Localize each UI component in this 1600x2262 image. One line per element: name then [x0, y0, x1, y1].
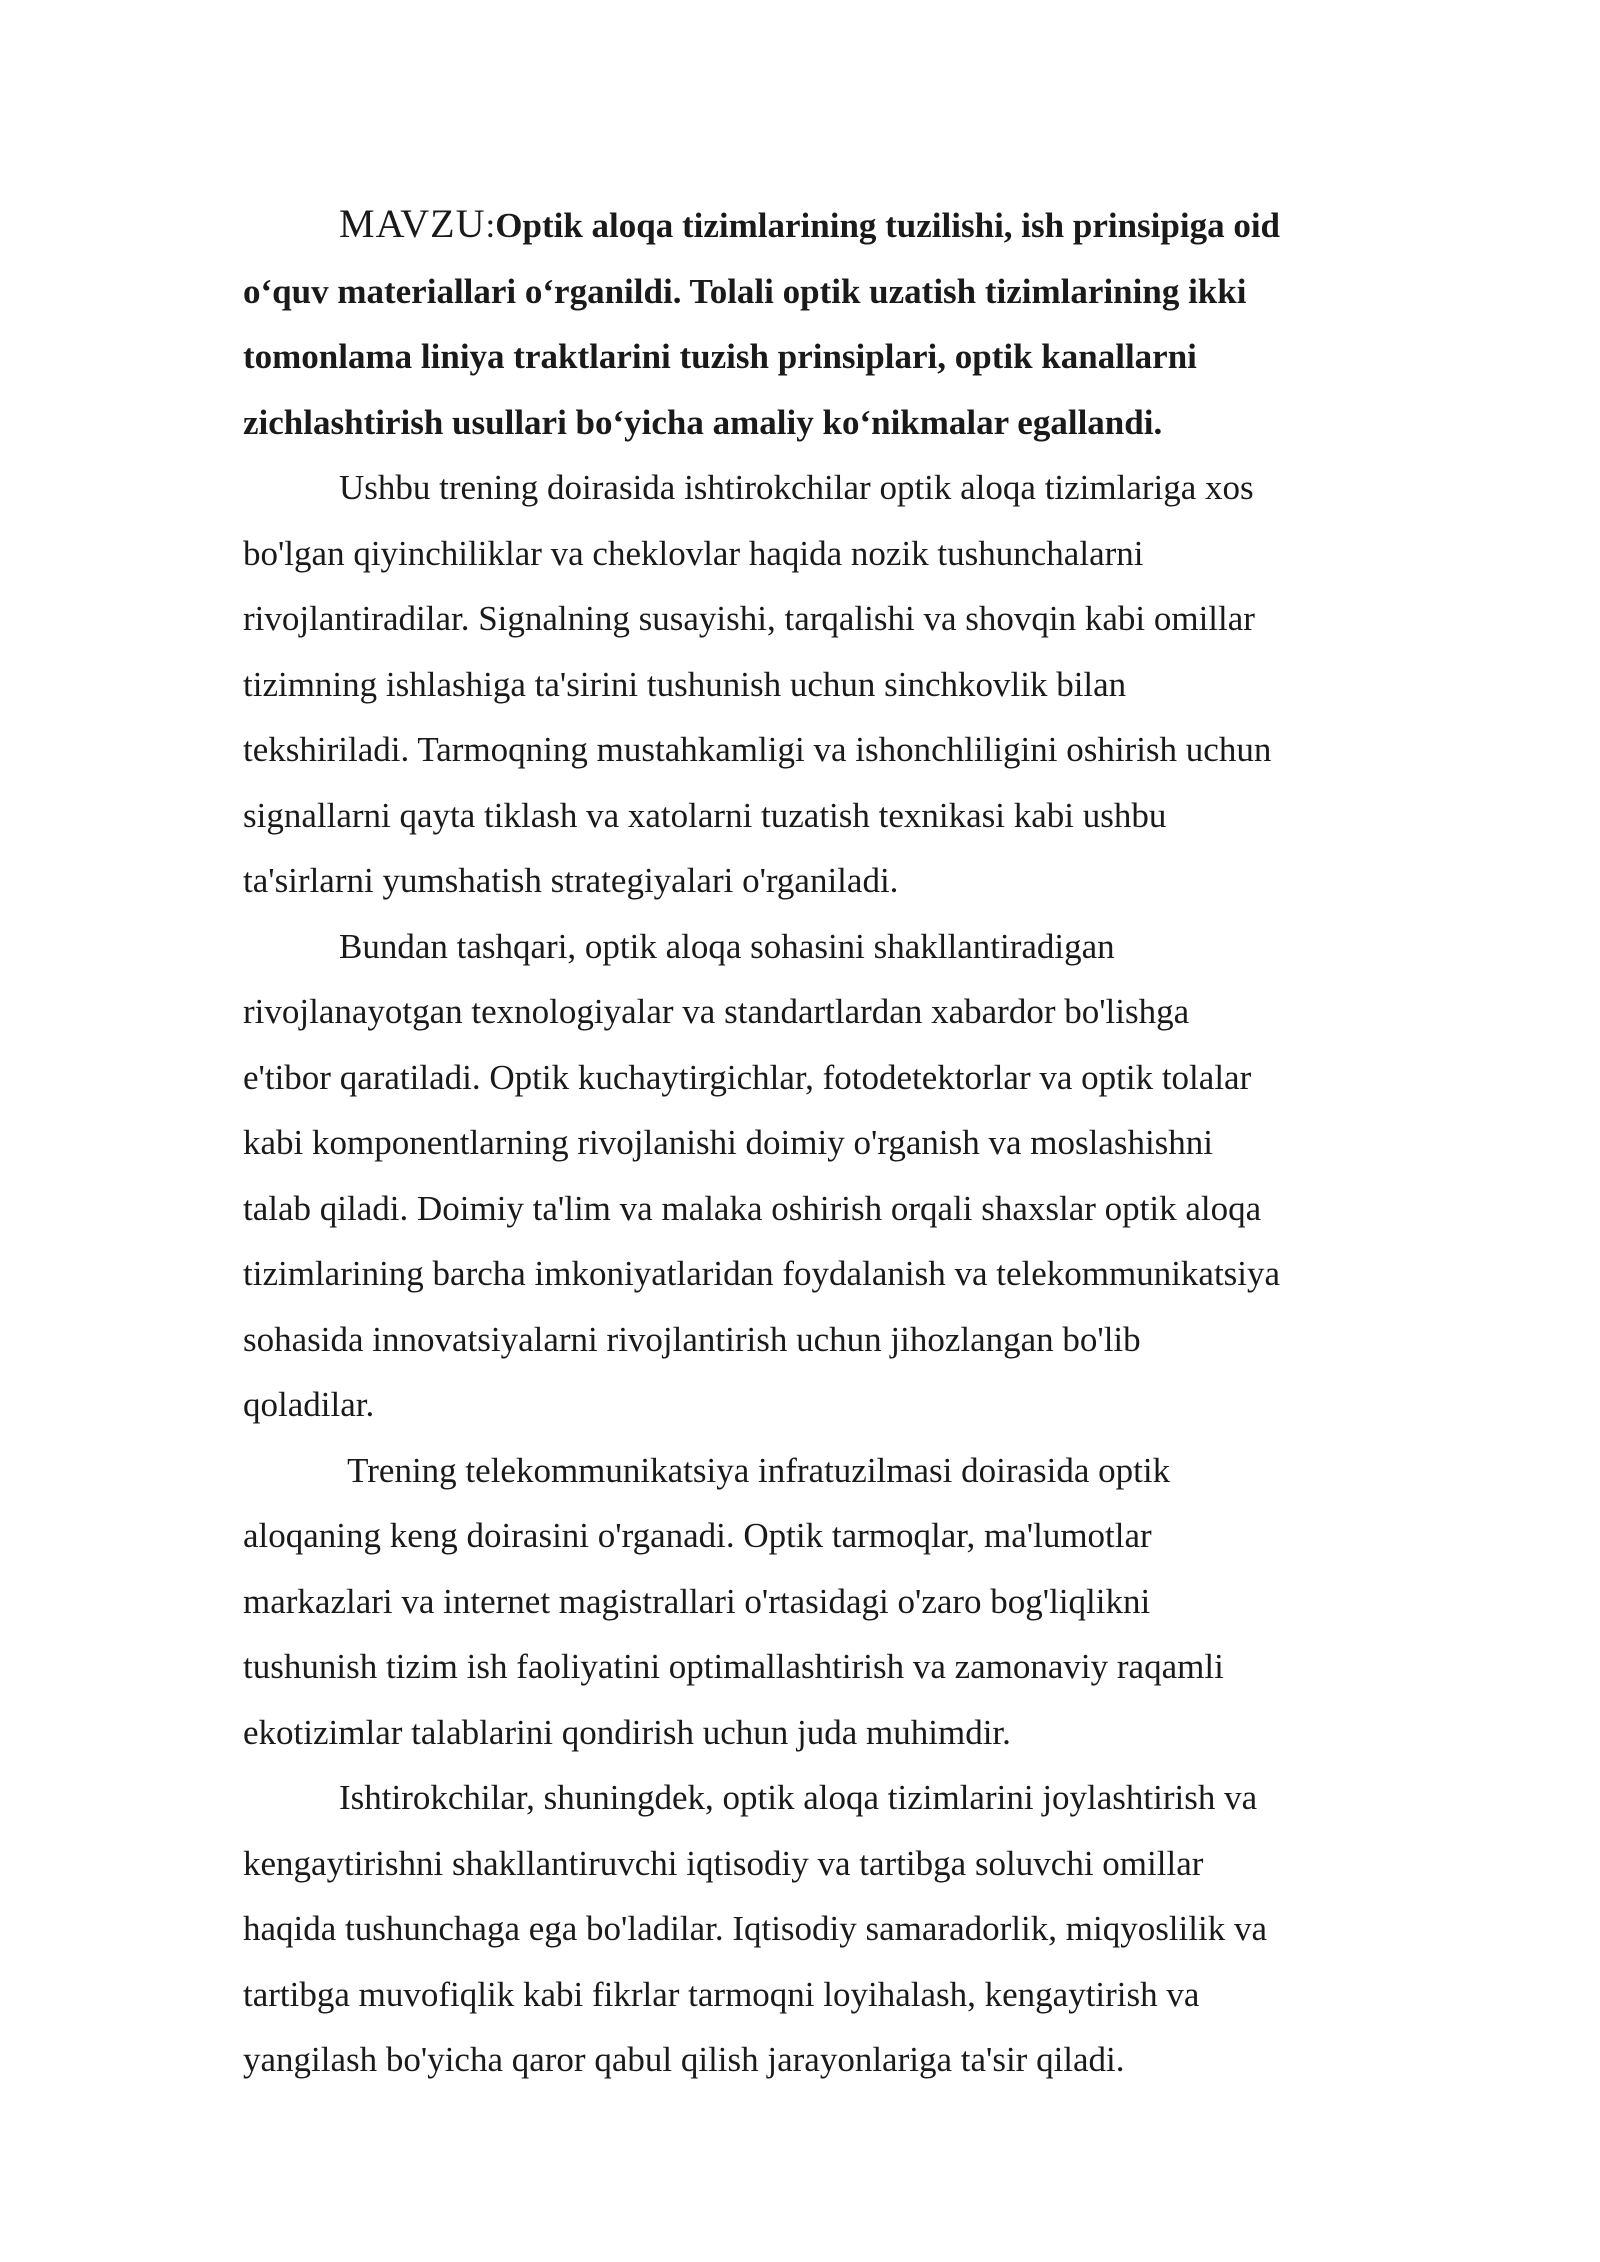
topic-line: zichlashtirish usullari bo‘yicha amaliy ko‘nikmalar egallandi.	[243, 402, 1163, 442]
paragraph-line: talab qiladi. Doimiy ta'lim va malaka oshirish orqali shaxslar optik aloqa	[243, 1188, 1262, 1228]
paragraph-line: Bundan tashqari, optik aloqa sohasini shakllantiradigan	[339, 926, 1115, 966]
text-line	[243, 914, 1367, 980]
body-paragraph	[243, 1765, 1367, 2093]
paragraph-line: tushunish tizim ish faoliyatini optimallashtirish va zamonaviy raqamli	[243, 1647, 1224, 1686]
body-paragraph	[243, 455, 1367, 914]
paragraph-line: tizimning ishlashiga ta'sirini tushunish uchun sinchkovlik bilan	[243, 664, 1127, 704]
paragraph-line: qoladilar.	[243, 1385, 375, 1424]
paragraph-line: rivojlanayotgan texnologiyalar va standartlardan xabardor bo'lishga	[243, 992, 1190, 1031]
topic-line: tomonlama liniya traktlarini tuzish prinsiplari, optik kanallarni	[243, 337, 1197, 376]
paragraph-line: kabi komponentlarning rivojlanishi doimiy o'rganish va moslashishni	[243, 1123, 1214, 1162]
text-line	[243, 1765, 1367, 1831]
paragraph-line: aloqaning keng doirasini o'rganadi. Optik tarmoqlar, ma'lumotlar	[243, 1516, 1152, 1555]
paragraph-line: tekshiriladi. Tarmoqning mustahkamligi va ishonchliligini oshirish uchun	[243, 730, 1272, 769]
body-paragraph	[243, 1438, 1367, 1766]
text-line	[243, 455, 1367, 521]
paragraph-line: tartibga muvofiqlik kabi fikrlar tarmoqni loyihalash, kengaytirish va	[243, 1974, 1200, 2014]
topic-separator: :	[485, 206, 496, 245]
paragraph-line: signallarni qayta tiklash va xatolarni tuzatish texnikasi kabi ushbu	[243, 795, 1167, 835]
paragraph-line: ekotizimlar talablarini qondirish uchun juda muhimdir.	[243, 1712, 1011, 1752]
paragraph-line: markazlari va internet magistrallari o'rtasidagi o'zaro bog'liqlikni	[243, 1581, 1151, 1621]
paragraph-line: e'tibor qaratiladi. Optik kuchaytirgichlar, fotodetektorlar va optik tolalar	[243, 1057, 1252, 1097]
body-paragraph	[243, 914, 1367, 1438]
topic-label: MAVZU	[339, 201, 486, 246]
topic-line: o‘quv materiallari o‘rganildi. Tolali optik uzatish tizimlarining ikki	[243, 271, 1247, 311]
paragraph-line: yangilash bo'yicha qaror qabul qilish jarayonlariga ta'sir qiladi.	[243, 2040, 1125, 2079]
paragraph-line: Ushbu trening doirasida ishtirokchilar optik aloqa tizimlariga xos	[339, 468, 1254, 507]
paragraph-line: sohasida innovatsiyalarni rivojlantirish uchun jihozlangan bo'lib	[243, 1319, 1141, 1359]
paragraph-line: Ishtirokchilar, shuningdek, optik aloqa tizimlarini joylashtirish va	[339, 1778, 1258, 1817]
paragraph-line: kengaytirishni shakllantiruvchi iqtisodiy va tartibga soluvchi omillar	[243, 1843, 1204, 1883]
paragraph-line: bo'lgan qiyinchiliklar va cheklovlar haqida nozik tushunchalarni	[243, 533, 1144, 573]
paragraph-line: haqida tushunchaga ega bo'ladilar. Iqtisodiy samaradorlik, miqyoslilik va	[243, 1909, 1267, 1948]
text-line	[243, 191, 1367, 259]
document-body	[243, 191, 1367, 2093]
topic-line: Optik aloqa tizimlarining tuzilishi, ish prinsipiga oid	[495, 206, 1281, 245]
topic-paragraph	[243, 191, 1367, 455]
text-line	[243, 1438, 1367, 1504]
paragraph-line: rivojlantiradilar. Signalning susayishi, tarqalishi va shovqin kabi omillar	[243, 599, 1255, 638]
paragraph-line: tizimlarining barcha imkoniyatlaridan foydalanish va telekommunikatsiya	[243, 1254, 1281, 1293]
paragraph-line: Trening telekommunikatsiya infratuzilmasi doirasida optik	[339, 1450, 1171, 1490]
paragraph-line: ta'sirlarni yumshatish strategiyalari o'rganiladi.	[243, 861, 899, 900]
